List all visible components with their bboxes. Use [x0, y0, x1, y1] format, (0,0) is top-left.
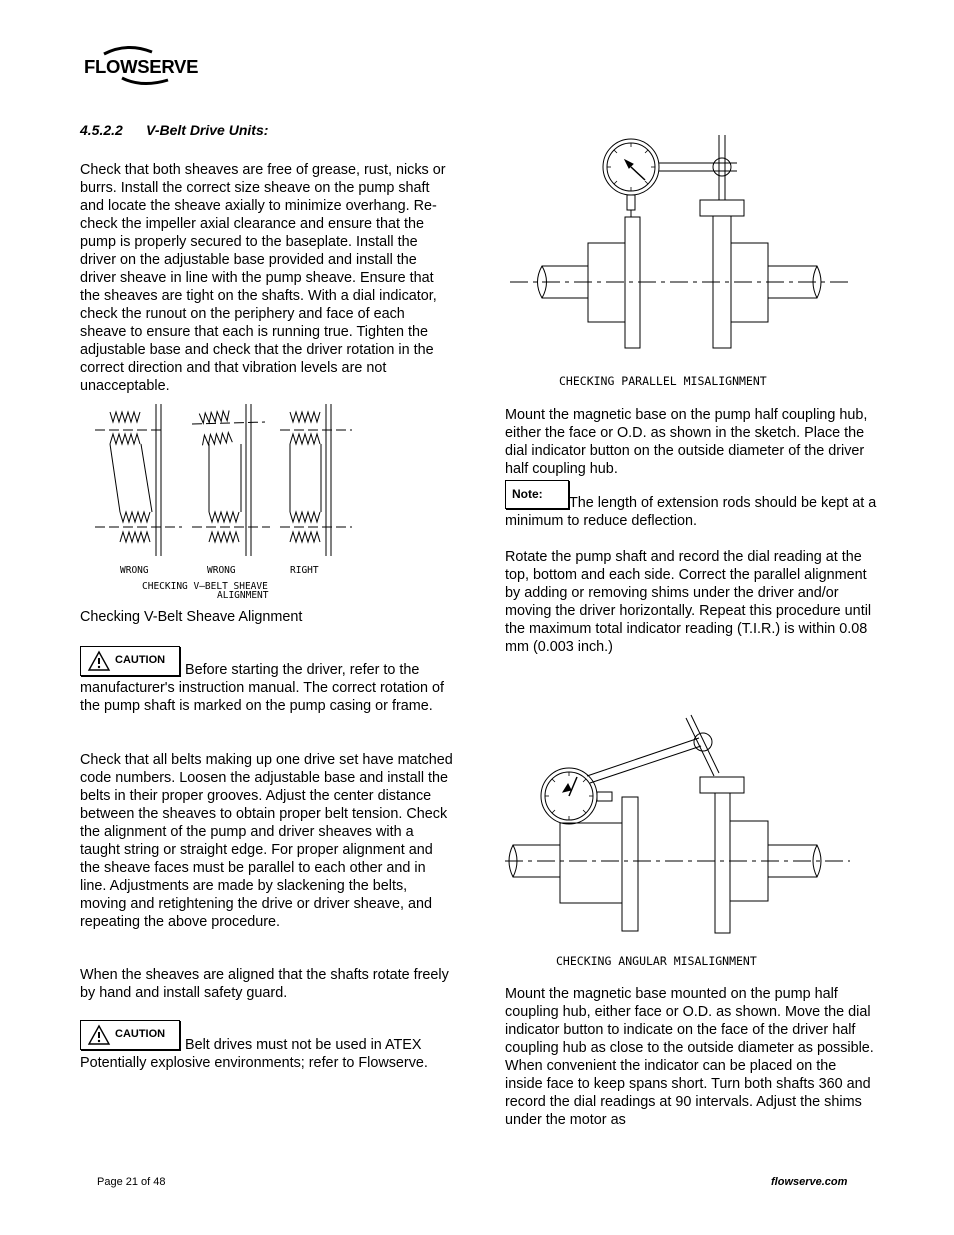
flowserve-logo — [82, 44, 202, 88]
paragraph-magnetic-base: Mount the magnetic base on the pump half coupling hub, either the face or O.D. as shown in the sketch. Place the dial indicator button on the outside diameter of the driver half coupling hub. — [505, 407, 868, 477]
paragraph-rotate-pump: Rotate the pump shaft and record the dial reading at the top, bottom and each side. Correct the parallel alignment by adding or removing shims under the driver and/or moving the driver horizontally. Repeat this procedure until the maximum total indicator reading (T.I.R.) is within 0.08 mm (0.003 inch.) — [505, 549, 872, 655]
caution-label: CAUTION — [115, 1028, 166, 1040]
label-wrong-1: WRONG — [120, 565, 149, 576]
logo-text: FLOWSERVE — [84, 56, 199, 77]
vbelt-alignment-figure — [90, 400, 365, 605]
paragraph-belt-install: Check that all belts making up one drive set have matched code numbers. Loosen the adjustable base and install the belts in their proper grooves. Adjust the center distance between the sheaves to obtain proper belt tension. Check the alignment of the pump and driver sheaves with a taught string or straight edge. For proper alignment and the sheave faces must be parallel to each other and in line. Adjustments are made by slackening the belts, moving and retightening the drive or driver sheave, and repeating the above procedure. — [80, 752, 453, 930]
figure-caption-line1: CHECKING V–BELT SHEAVE — [142, 581, 268, 592]
paragraph-sheave-aligned: When the sheaves are aligned that the shafts rotate freely by hand and install safety guard. — [80, 967, 449, 1001]
note-text: The length of extension rods should be kept at a minimum to reduce deflection. — [505, 495, 877, 529]
section-number: 4.5.2.2 — [80, 122, 123, 138]
paragraph-sheave-check: Check that both sheaves are free of grease, rust, nicks or burrs. Install the correct size sheave on the pump shaft and locate the sheave axially to minimize overhang. Re-check the impeller axial clearance and ensure that the pump is properly secured to the baseplate. Install the driver on the adjustable base provided and install the driver sheave in line with the pump sheave. Ensure that the sheaves are tight on the shafts. With a dial indicator, check the runout on the periphery and face of each sheave to ensure that each is running true. Tighten the adjustable base and check that the driver rotation in the correct direction and that vibration levels are not unacceptable. — [80, 162, 446, 394]
angular-misalignment-figure — [505, 710, 855, 975]
figure-caption-line2: ALIGNMENT — [217, 590, 269, 601]
note-label: Note: — [512, 487, 543, 501]
section-title: V-Belt Drive Units: — [146, 122, 269, 138]
caution-label: CAUTION — [115, 654, 166, 666]
paragraph-angular-check: Mount the magnetic base mounted on the pump half coupling hub, either face or O.D. as shown. Move the dial indicator button to indicate on the face of the driver half coupling hub as close to the outside diameter as possible. When convenient the indicator can be placed on the inside face to keep spans short. Turn both shafts 360 and record the dial readings at 90 intervals. Adjust the shims under the motor as — [505, 986, 874, 1128]
label-wrong-2: WRONG — [207, 565, 236, 576]
caution-text-2: Belt drives must not be used in ATEX Potentially explosive environments; refer to Flowserve. — [80, 1037, 428, 1071]
section-heading — [80, 122, 268, 138]
parallel-misalignment-figure — [505, 130, 855, 395]
figure-title: Checking V-Belt Sheave Alignment — [80, 609, 303, 625]
fig2-caption: CHECKING ANGULAR MISALIGNMENT — [556, 954, 757, 968]
fig1-caption: CHECKING PARALLEL MISALIGNMENT — [559, 374, 767, 388]
label-right: RIGHT — [290, 565, 319, 576]
page-number: Page 21 of 48 — [97, 1176, 166, 1188]
caution-text-1: Before starting the driver, refer to the manufacturer's instruction manual. The correct rotation of the pump shaft is marked on the pump casing or frame. — [80, 662, 445, 714]
website-link[interactable]: flowserve.com — [771, 1176, 848, 1188]
